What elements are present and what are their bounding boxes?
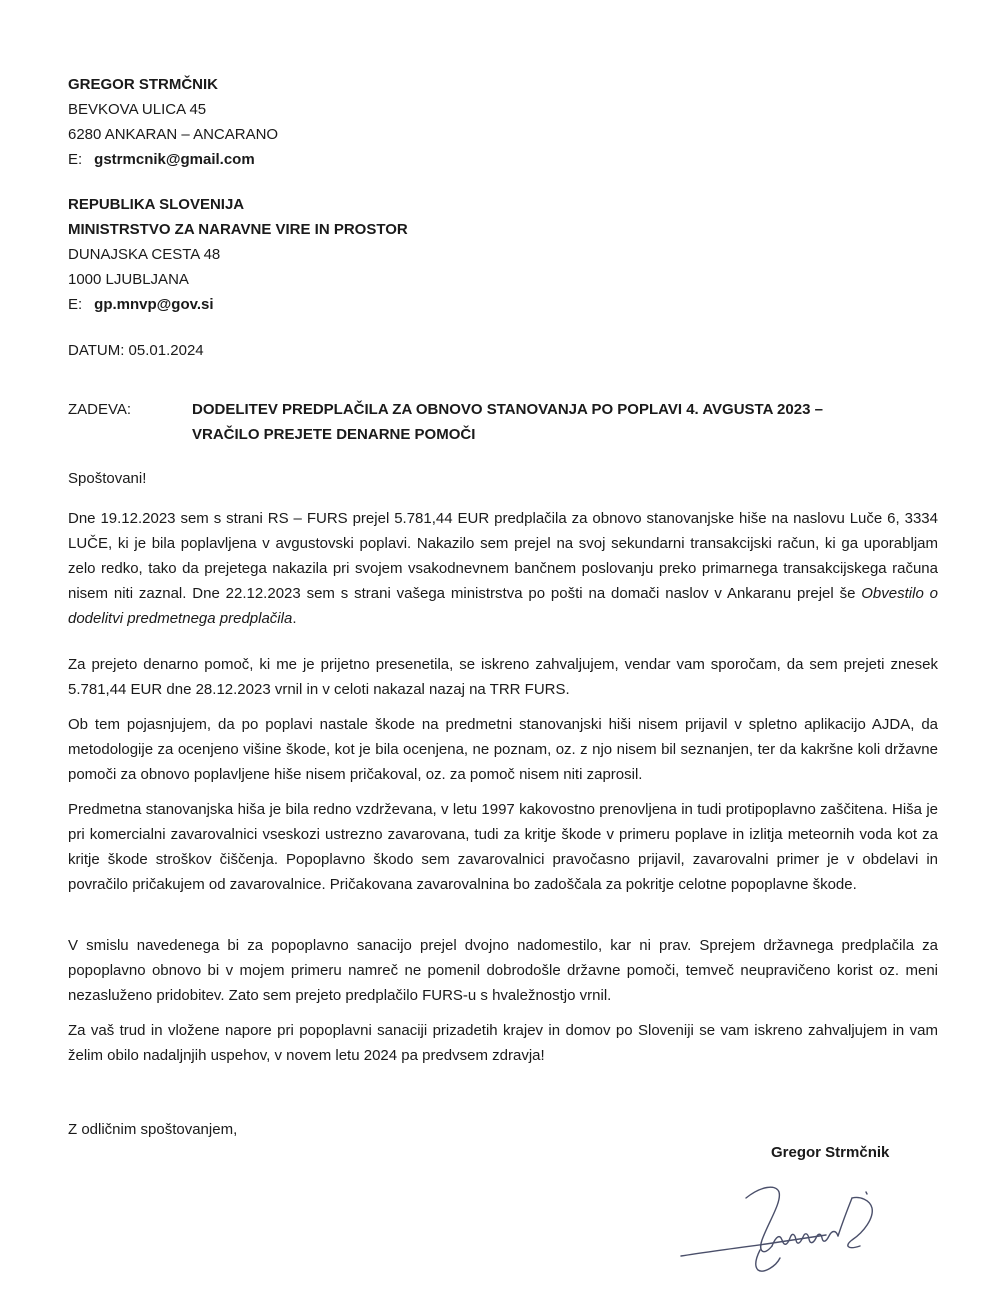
paragraph-1-italic: Obvestilo o dodelitvi predmetnega predplačila <box>68 585 938 627</box>
sender-block <box>68 72 938 172</box>
recipient-street: DUNAJSKA CESTA 48 <box>68 246 221 263</box>
sender-street: BEVKOVA ULICA 45 <box>68 101 207 118</box>
salutation-block <box>68 466 938 491</box>
paragraph-4: Predmetna stanovanjska hiša je bila redno vzdrževana, v letu 1997 kakovostno prenovljena in tudi protipoplavno zaščitena. Hiša je pri komercialni zavarovalnici vseskozi ustrezno zavarovana, tudi za kritje škode v primeru poplave in izlitja meteornih voda kot za kritje škode stroškov čiščenja. Popoplavno škodo sem zavarovalnici pravočasno prijavil, zavarovalni primer je v obdelavi in povračilo pričakujem od zavarovalnice. Pričakovana zavarovalnina bo zadoščala za pokritje celotne popoplavne škode. <box>68 801 938 893</box>
paragraph-5: V smislu navedenega bi za popoplavno sanacijo prejel dvojno nadomestilo, kar ni prav. Sprejem državnega predplačila za popoplavno obnovo bi v mojem primeru namreč ne pomenil dobrodošle državne pomoči, temveč neupravičeno korist oz. meni nezasluženo pridobitev. Zato sem prejeto predplačilo FURS-u s hvaležnostjo vrnil. <box>68 937 938 1004</box>
sender-name: GREGOR STRMČNIK <box>68 76 218 93</box>
sender-email-line <box>68 147 938 172</box>
recipient-line2: MINISTRSTVO ZA NARAVNE VIRE IN PROSTOR <box>68 221 408 238</box>
subject-line2: VRAČILO PREJETE DENARNE POMOČI <box>192 426 476 443</box>
date-block <box>68 338 938 363</box>
recipient-block <box>68 192 938 317</box>
sender-email-label: E: <box>68 151 83 168</box>
subject-text <box>192 397 892 447</box>
signature-name: Gregor Strmčnik <box>771 1144 890 1161</box>
sender-city: 6280 ANKARAN – ANCARANO <box>68 126 279 143</box>
paragraph-1-main: Dne 19.12.2023 sem s strani RS – FURS prejel 5.781,44 EUR predplačila za obnovo stanovanjske hiše na naslovu Luče 6, 3334 LUČE, ki je bila poplavljena v avgustovski poplavi. Nakazilo sem prejel na svoj sekundarni transakcijski račun, ki ga uporabljam zelo redko, tako da prejetega nakazila pri svojem vsakodnevnem bančnem poslovanju preko primarnega transakcijskega računa nisem niti zaznal. Dne 22.12.2023 sem s strani vašega ministrstva po pošti na domači naslov v Ankaranu prejel še <box>68 510 938 602</box>
paragraph-1-end: . <box>292 610 297 627</box>
letter-date: DATUM: 05.01.2024 <box>68 342 204 359</box>
subject-line1: DODELITEV PREDPLAČILA ZA OBNOVO STANOVANJA PO POPLAVI 4. AVGUSTA 2023 – <box>192 401 823 418</box>
subject-block <box>68 397 938 449</box>
subject-label: ZADEVA: <box>68 401 132 418</box>
paragraph-3: Ob tem pojasnjujem, da po poplavi nastale škode na predmetni stanovanjski hiši nisem prijavil v spletno aplikacijo AJDA, da metodologije za ocenjeno višine škode, kot je bila ocenjena, ne poznam, oz. z njo nisem bil seznanjen, ter da kakršne koli državne pomoči za obnovo poplavljene hiše nisem pričakoval, oz. za pomoč nisem niti zaprosil. <box>68 716 938 783</box>
recipient-city: 1000 LJUBLJANA <box>68 271 189 288</box>
closing: Z odličnim spoštovanjem, <box>68 1121 238 1138</box>
sender-email: gstrmcnik@gmail.com <box>94 151 255 168</box>
recipient-email-line <box>68 292 938 317</box>
salutation: Spoštovani! <box>68 470 147 487</box>
handwritten-signature <box>676 1178 891 1278</box>
recipient-email-label: E: <box>68 296 83 313</box>
paragraph-6: Za vaš trud in vložene napore pri popoplavni sanaciji prizadetih krajev in domov po Sloveniji se vam iskreno zahvaljujem in vam želim obilo nadaljnjih uspehov, v novem letu 2024 pa predvsem zdravja! <box>68 1022 938 1064</box>
closing-block <box>68 1117 938 1142</box>
recipient-line1: REPUBLIKA SLOVENIJA <box>68 196 245 213</box>
paragraph-1 <box>68 506 938 631</box>
recipient-email: gp.mnvp@gov.si <box>94 296 214 313</box>
paragraph-2: Za prejeto denarno pomoč, ki me je prijetno presenetila, se iskreno zahvaljujem, vendar vam sporočam, da sem prejeti znesek 5.781,44 EUR dne 28.12.2023 vrnil in v celoti nakazal nazaj na TRR FURS. <box>68 656 938 698</box>
